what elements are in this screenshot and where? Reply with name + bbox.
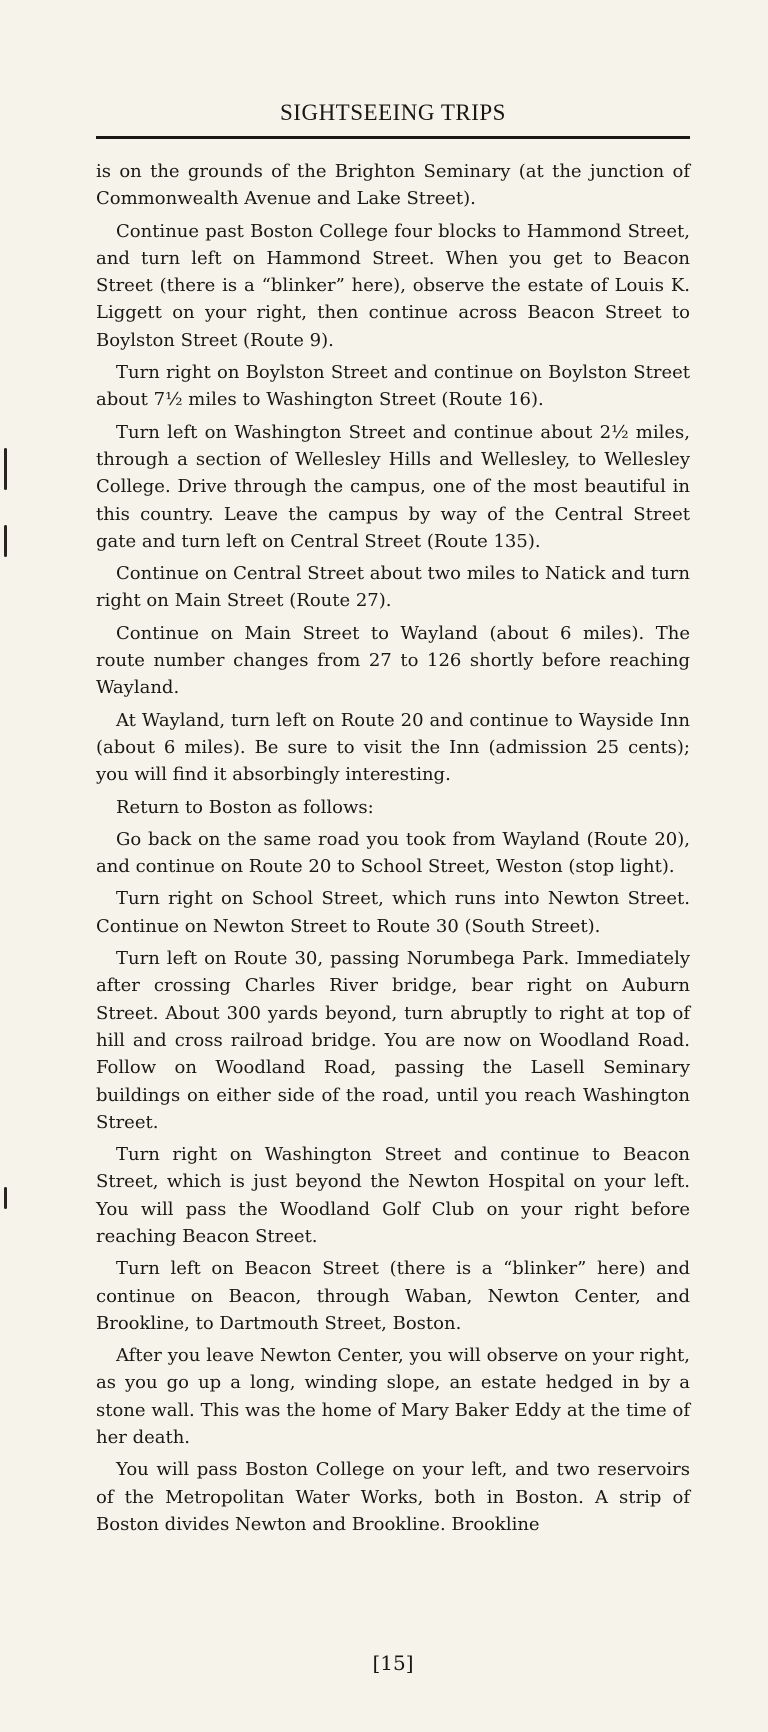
paragraph: Turn right on Boylston Street and continue on Boylston Street about 7½ miles to Washington Street (Route 16). — [96, 362, 690, 411]
paragraph: Continue on Main Street to Wayland (about 6 miles). The route number changes from 27 to 126 shortly before reaching Wayland. — [96, 622, 690, 699]
paragraph: Turn left on Beacon Street (there is a “blinker” here) and continue on Beacon, through Waban, Newton Center, and Brookline, to Dartmouth Street, Boston. — [96, 1258, 690, 1334]
paragraph: Turn right on Washington Street and continue to Beacon Street, which is just beyond the Newton Hospital on your left. You will pass the Woodland Golf Club on your right before reaching Beacon Street. — [96, 1144, 690, 1247]
paragraph: At Wayland, turn left on Route 20 and continue to Wayside Inn (about 6 miles). Be sure to visit the Inn (admission 25 cents); you will find it absorbingly interesting. — [96, 709, 690, 786]
body-text — [96, 158, 690, 1543]
paragraph: Turn left on Route 30, passing Norumbega Park. Immediately after crossing Charles River bridge, bear right on Auburn Street. About 300 yards beyond, turn abruptly to right at top of hill and cross railroad bridge. You are now on Woodland Road. Follow on Woodland Road, passing the Lasell Seminary buildings on either side of the road, until you reach Washington Street. — [96, 948, 690, 1133]
paragraph: is on the grounds of the Brighton Seminary (at the junction of Commonwealth Avenue and Lake Street). — [96, 161, 690, 210]
paragraph: Return to Boston as follows: — [116, 796, 374, 818]
page-number: [15] — [372, 1651, 414, 1675]
paragraph: You will pass Boston College on your left, and two reservoirs of the Metropolitan Water Works, both in Boston. A strip of Boston divides Newton and Brookline. Brookline — [96, 1459, 690, 1535]
binding-mark — [4, 525, 7, 557]
paragraph: Go back on the same road you took from Wayland (Route 20), and continue on Route 20 to School Street, Weston (stop light). — [96, 828, 690, 878]
paragraph: Turn right on School Street, which runs into Newton Street. Continue on Newton Street to Route 30 (South Street). — [96, 888, 690, 937]
binding-mark — [4, 448, 7, 490]
paragraph: Continue on Central Street about two miles to Natick and turn right on Main Street (Route 27). — [96, 563, 690, 612]
paragraph: Turn left on Washington Street and continue about 2½ miles, through a section of Wellesley Hills and Wellesley, to Wellesley College. Drive through the campus, one of the most beautiful in this country. Leave the campus by way of the Central Street gate and turn left on Central Street (Route 135). — [96, 421, 690, 552]
binding-mark — [4, 1187, 7, 1209]
header-rule — [96, 136, 690, 139]
running-header: SIGHTSEEING TRIPS — [280, 100, 506, 125]
paragraph: Continue past Boston College four blocks to Hammond Street, and turn left on Hammond Street. When you get to Beacon Street (there is a “blinker” here), observe the estate of Louis K. Liggett on your right, then continue across Beacon Street to Boylston Street (Route 9). — [96, 220, 690, 351]
paragraph: After you leave Newton Center, you will observe on your right, as you go up a long, winding slope, an estate hedged in by a stone wall. This was the home of Mary Baker Eddy at the time of her death. — [96, 1345, 690, 1449]
